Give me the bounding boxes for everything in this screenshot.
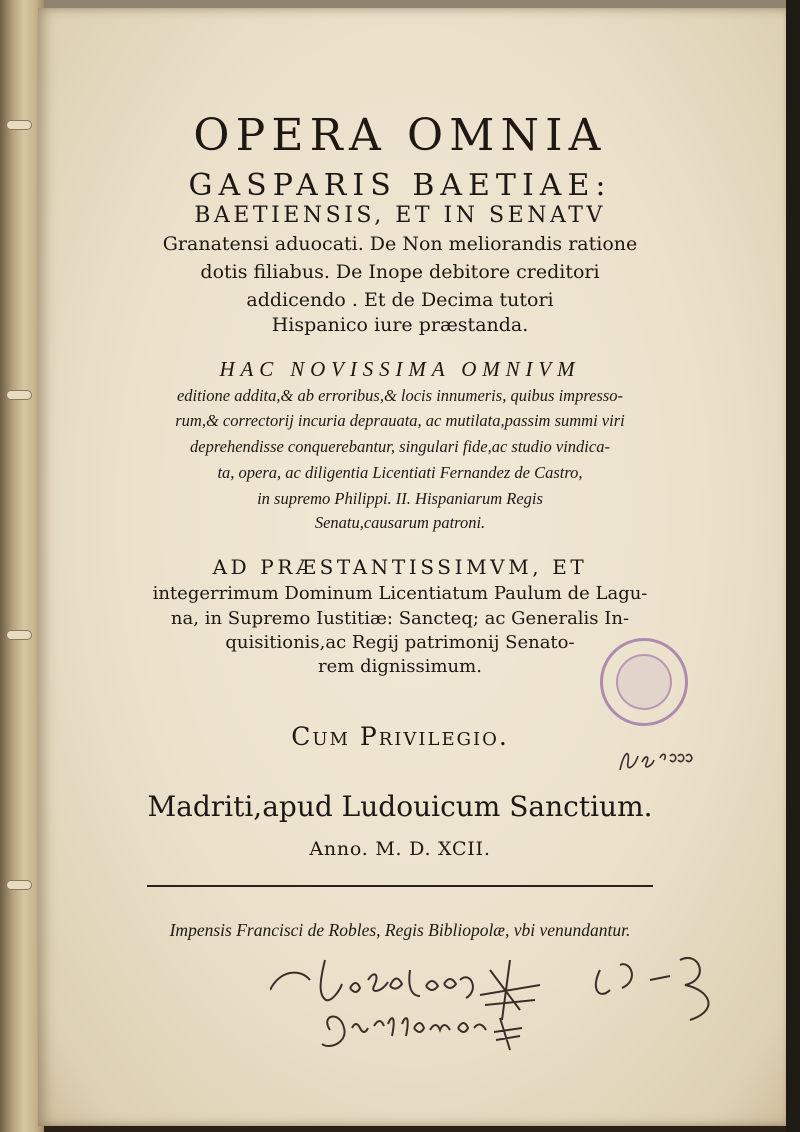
edition-line-7: Senatu,causarum patroni. <box>314 513 486 532</box>
privilege-line: Cum Privilegio. <box>291 722 509 751</box>
dedication-line-2: integerrimum Dominum Licentiatum Paulum de Lagu- <box>152 583 648 604</box>
dedication-line-4: quisitionis,ac Regij patrimonij Senato- <box>225 632 575 653</box>
title-line-7: Hispanico iure præstanda. <box>271 314 529 336</box>
handwritten-signature <box>270 940 770 1070</box>
edition-line-5: ta, opera, ac diligentia Licentiati Fernandez de Castro, <box>217 463 583 482</box>
bookseller-line: Impensis Francisci de Robles, Regis Bibliopolæ, vbi venundantur. <box>169 920 631 940</box>
title-line-3: BAETIENSIS, ET IN SENATV <box>194 203 606 228</box>
library-stamp-seal <box>616 654 672 710</box>
edition-line-2: editione addita,& ab erroribus,& locis innumeris, quibus impresso- <box>176 386 624 405</box>
binding-stitch <box>6 880 32 890</box>
edition-line-4: deprehendisse conquerebantur, singulari fide,ac studio vindica- <box>190 437 610 456</box>
dedication-heading: AD PRÆSTANTISSIMVM, ET <box>212 555 588 579</box>
edition-line-6: in supremo Philippi. II. Hispaniarum Regis <box>257 489 543 508</box>
imprint-city: Madriti,apud Ludouicum Sanctium. <box>147 790 653 823</box>
dedication-line-5: rem dignissimum. <box>318 656 482 677</box>
title-line-1: OPERA OMNIA <box>193 110 607 161</box>
title-line-6: addicendo . Et de Decima tutori <box>246 289 554 311</box>
edition-heading: HAC NOVISSIMA OMNIVM <box>219 357 581 381</box>
divider-rule <box>147 885 653 887</box>
title-line-2: GASPARIS BAETIAE: <box>188 168 612 203</box>
dedication-line-3: na, in Supremo Iustitiæ: Sancteq; ac Generalis In- <box>170 608 630 629</box>
title-line-5: dotis filiabus. De Inope debitore creditori <box>200 261 600 283</box>
edition-line-3: rum,& correctorij incuria deprauata, ac mutilata,passim summi viri <box>175 411 625 430</box>
title-line-4: Granatensi aduocati. De Non meliorandis ratione <box>162 233 638 255</box>
library-stamp <box>600 638 688 726</box>
imprint-year: Anno. M. D. XCII. <box>309 838 491 860</box>
